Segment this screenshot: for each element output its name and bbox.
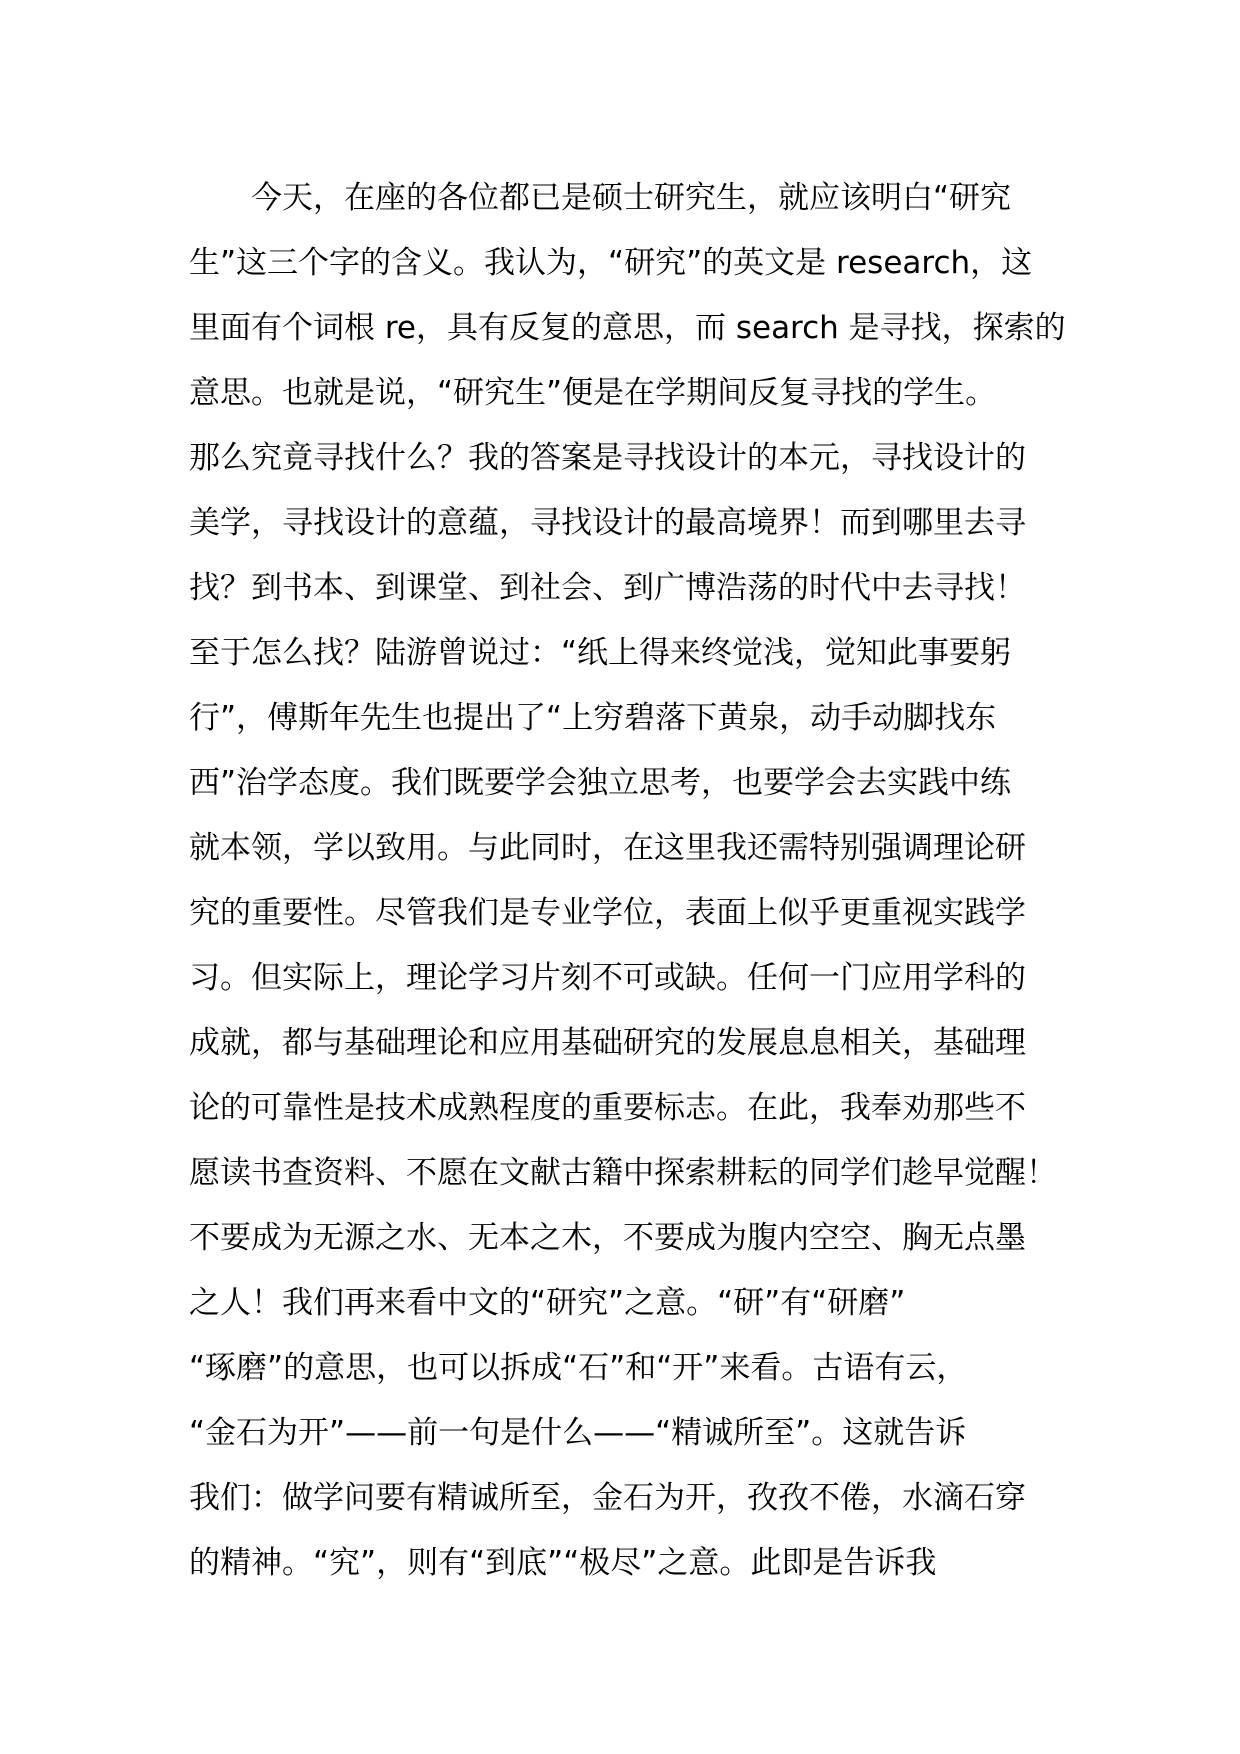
text-line-17: 不要成为无源之水、无本之木，不要成为腹内空空、胸无点墨 <box>189 1220 1026 1256</box>
text-line-22: 的精神。“究”，则有“到底”“极尽”之意。此即是告诉我 <box>189 1545 937 1581</box>
text-line-5: 那么究竟寻找什么？我的答案是寻找设计的本元，寻找设计的 <box>189 440 1026 476</box>
body-text <box>189 166 1089 1596</box>
text-line-8: 至于怎么找？陆游曾说过：“纸上得来终觉浅，觉知此事要躬 <box>189 635 1012 671</box>
text-line-1: 今天，在座的各位都已是硕士研究生，就应该明白“研究 <box>189 180 1012 216</box>
text-line-7: 找？到书本、到课堂、到社会、到广博浩荡的时代中去寻找！ <box>189 570 1026 606</box>
text-line-4: 意思。也就是说，“研究生”便是在学期间反复寻找的学生。 <box>189 375 997 411</box>
text-line-19: “琢磨”的意思，也可以拆成“石”和“开”来看。古语有云， <box>189 1350 968 1386</box>
text-line-14: 成就，都与基础理论和应用基础研究的发展息息相关，基础理 <box>189 1025 1026 1061</box>
text-line-18: 之人！我们再来看中文的“研究”之意。“研”有“研磨” <box>189 1285 906 1321</box>
text-line-15: 论的可靠性是技术成熟程度的重要标志。在此，我奉劝那些不 <box>189 1090 1026 1126</box>
text-line-6: 美学，寻找设计的意蕴，寻找设计的最高境界！而到哪里去寻 <box>189 505 1026 541</box>
text-line-2: 生”这三个字的含义。我认为，“研究”的英文是 research，这 <box>189 245 1033 281</box>
text-line-9: 行”，傅斯年先生也提出了“上穷碧落下黄泉，动手动脚找东 <box>189 700 997 736</box>
text-line-11: 就本领，学以致用。与此同时，在这里我还需特别强调理论研 <box>189 830 1026 866</box>
text-line-21: 我们：做学问要有精诚所至，金石为开，孜孜不倦，水滴石穿 <box>189 1480 1026 1516</box>
text-line-10: 西”治学态度。我们既要学会独立思考，也要学会去实践中练 <box>189 765 1012 801</box>
text-line-3: 里面有个词根 re，具有反复的意思，而 search 是寻找，探索的 <box>189 310 1066 346</box>
text-line-13: 习。但实际上，理论学习片刻不可或缺。任何一门应用学科的 <box>189 960 1026 996</box>
text-line-12: 究的重要性。尽管我们是专业学位，表面上似乎更重视实践学 <box>189 895 1026 931</box>
text-line-16: 愿读书查资料、不愿在文献古籍中探索耕耘的同学们趁早觉醒！ <box>189 1155 1057 1191</box>
text-line-20: “金石为开”——前一句是什么——“精诚所至”。这就告诉 <box>189 1415 967 1451</box>
